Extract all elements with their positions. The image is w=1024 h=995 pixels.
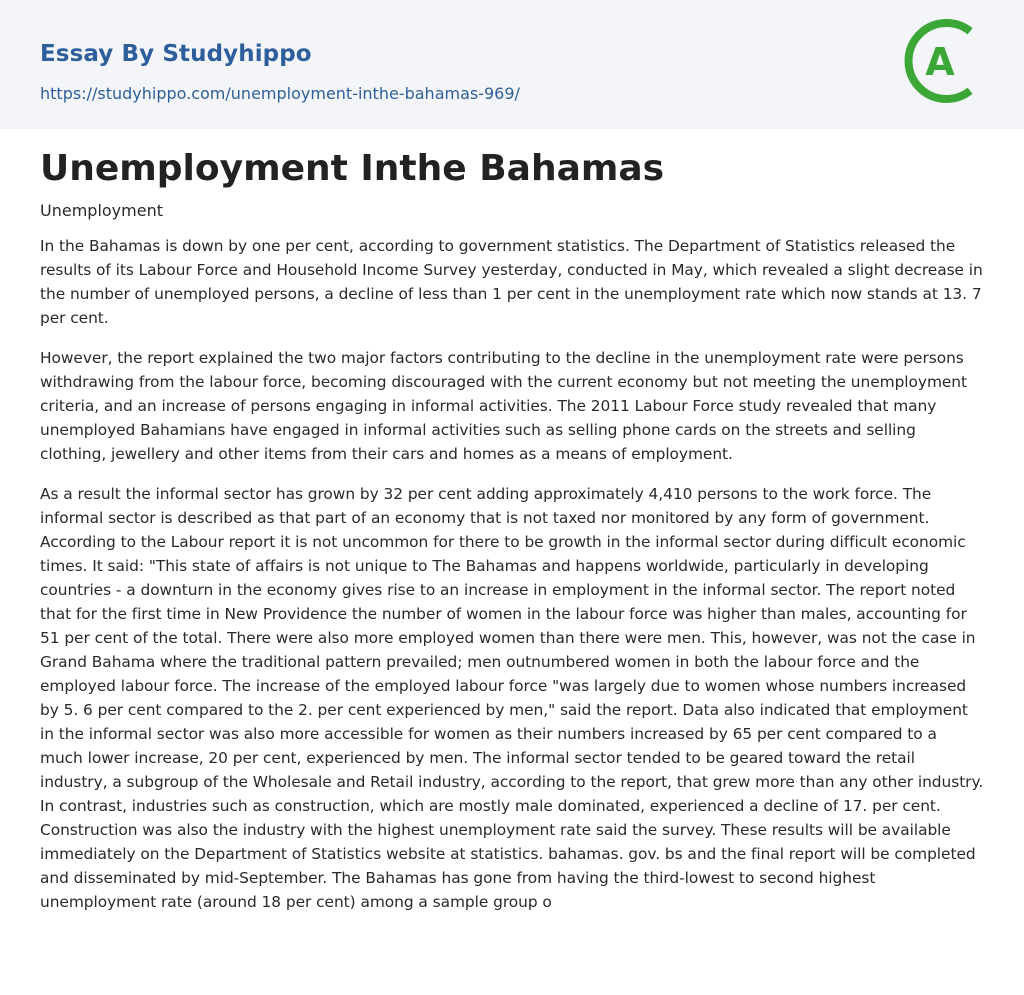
paragraph-2: However, the report explained the two major factors contributing to the decline in the unemployment rate were persons withdrawing from the labour force, becoming discouraged with the current economy but not meeting the unemployment criteria, and an increase of persons engaging in informal activities. The 2011 Labour Force study revealed that many unemployed Bahamians have engaged in informal activities such as selling phone cards on the streets and selling clothing, jewellery and other items from their cars and homes as a means of employment. [40, 349, 967, 463]
logo-letter: A [925, 40, 955, 84]
studyhippo-logo-icon[interactable] [904, 18, 990, 104]
page-title: Unemployment Inthe Bahamas [40, 148, 665, 189]
paragraph-3: As a result the informal sector has grown by 32 per cent adding approximately 4,410 persons to the work force. The informal sector is described as that part of an economy that is not taxed nor monitored by any form of government. According to the Labour report it is not uncommon for there to be growth in the informal sector during difficult economic times. It said: "This state of affairs is not unique to The Bahamas and happens worldwide, particularly in developing countries - a downturn in the economy gives rise to an increase in employment in the informal sector. The report noted that for the first time in New Providence the number of women in the labour force was higher than males, accounting for 51 per cent of the total. There were also more employed women than there were men. This, however, was not the case in Grand Bahama where the traditional pattern prevailed; men outnumbered women in both the labour force and the employed labour force. The increase of the employed labour force "was largely due to women whose numbers increased by 5. 6 per cent compared to the 2. per cent experienced by men," said the report. Data also indicated that employment in the informal sector was also more accessible for women as their numbers increased by 65 per cent compared to a much lower increase, 20 per cent, experienced by men. The informal sector tended to be geared toward the retail industry, a subgroup of the Wholesale and Retail industry, according to the report, that grew more than any other industry. In contrast, industries such as construction, which are mostly male dominated, experienced a decline of 17. per cent. Construction was also the industry with the highest unemployment rate said the survey. These results will be available immediately on the Department of Statistics website at statistics. bahamas. gov. bs and the final report will be completed and disseminated by mid-September. The Bahamas has gone from having the third-lowest to second highest unemployment rate (around 18 per cent) among a sample group o [40, 485, 984, 911]
site-brand[interactable]: Essay By Studyhippo [40, 41, 312, 67]
site-header [0, 0, 1024, 129]
paragraph-1: In the Bahamas is down by one per cent, according to government statistics. The Department of Statistics released the results of its Labour Force and Household Income Survey yesterday, conducted in May, which revealed a slight decrease in the number of unemployed persons, a decline of less than 1 per cent in the unemployment rate which now stands at 13. 7 per cent. [40, 237, 983, 327]
essay-url-link[interactable]: https://studyhippo.com/unemployment-inthe-bahamas-969/ [40, 84, 520, 103]
category-label: Unemployment [40, 201, 163, 220]
article [0, 129, 1024, 914]
